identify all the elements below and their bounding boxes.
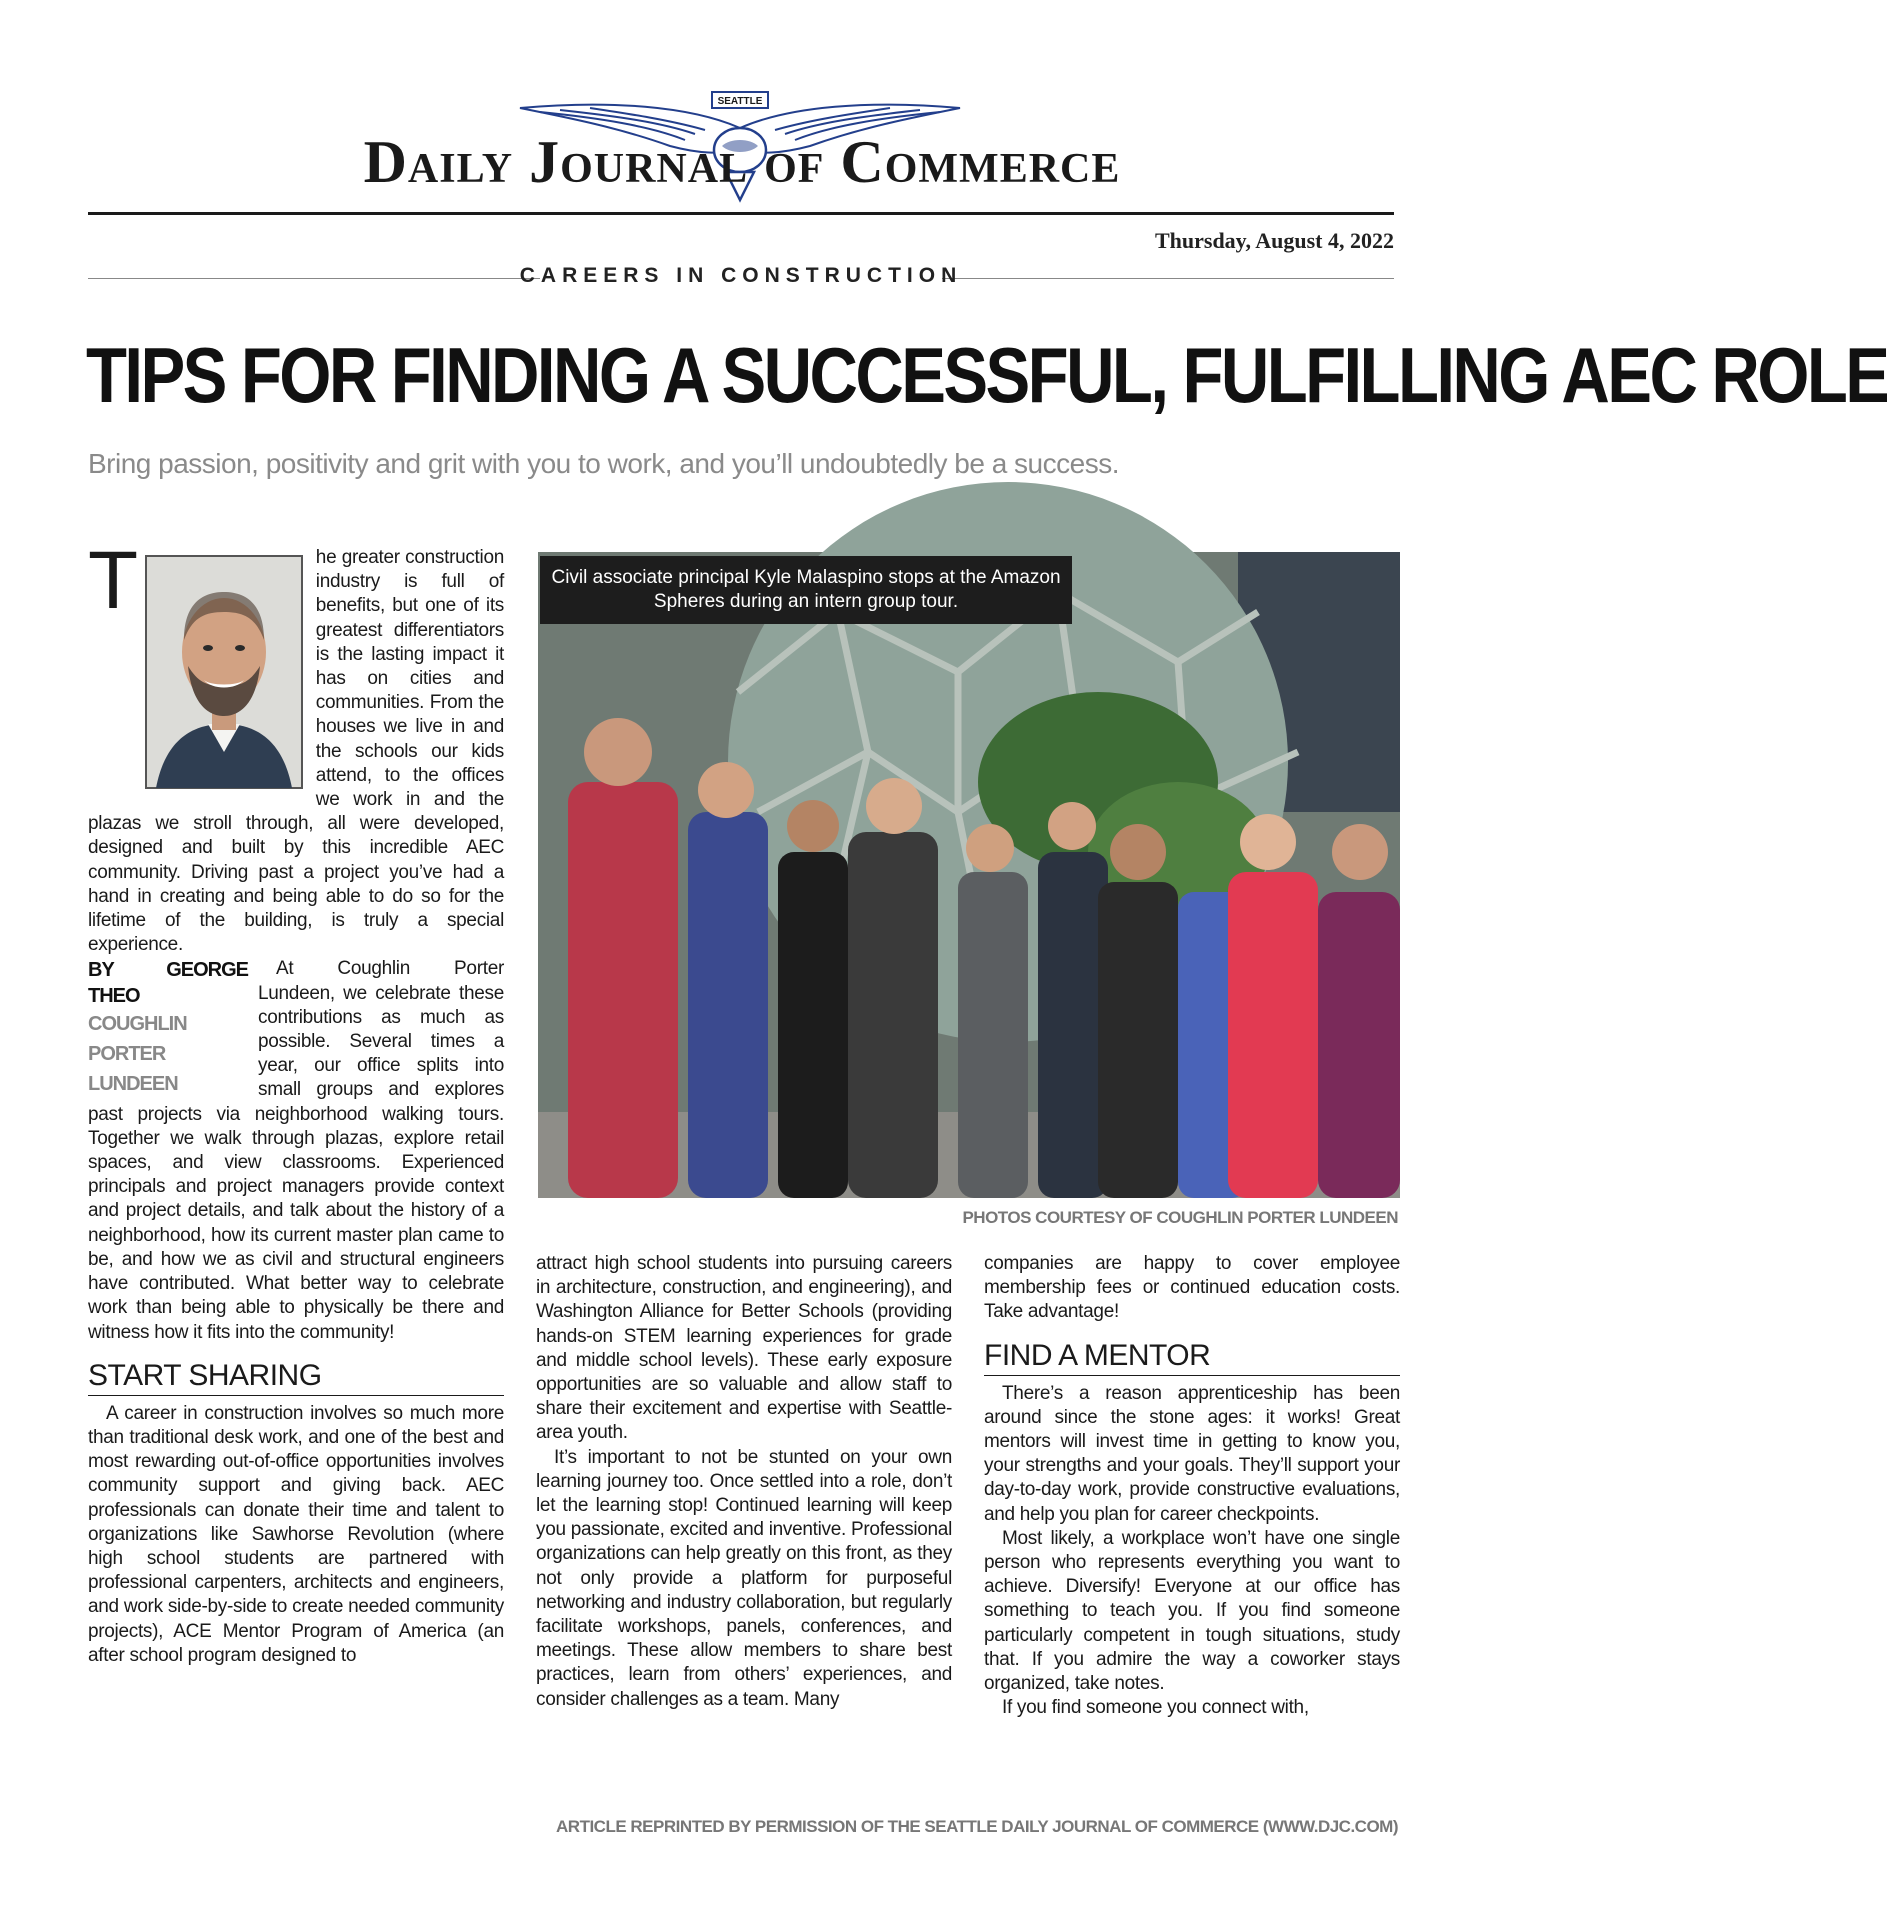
article-paragraph: At Coughlin Porter Lundeen, we celebrate these contributions as much as possible. Several times a year, our office splits into small groups and explores past projects via neighborhood walking tours. Together we walk through plazas, explore retail spaces, and view classrooms. Experienced principals and project managers provide context and project details, and talk about the history of a neighborhood, how its current master plan came to be, and how we as civil and structural engineers have contributed. What better way to celebrate work than being able to physically be there and witness how it fits into the community! <box>88 958 504 1343</box>
article-paragraph: Most likely, a workplace won’t have one single person who represents everything you want to achieve. Diversify! Everyone at our office has something to teach you. If you find someone particularly competent in tough situations, study that. If you admire the way a coworker stays organized, take notes. <box>984 1527 1400 1695</box>
section-heading-start-sharing: START SHARING <box>88 1359 504 1396</box>
section-label: CAREERS IN CONSTRUCTION <box>519 264 963 287</box>
intro-paragraph <box>88 535 504 957</box>
logo-label: SEATTLE <box>717 96 763 107</box>
masthead-rule <box>88 212 1394 215</box>
byline <box>88 957 248 1099</box>
photo-credit: PHOTOS COURTESY OF COUGHLIN PORTER LUNDEEN <box>962 1208 1398 1227</box>
article-paragraph: companies are happy to cover employee membership fees or continued education costs. Take advantage! <box>984 1253 1400 1323</box>
photo-caption: Civil associate principal Kyle Malaspino stops at the Amazon Spheres during an intern group tour. <box>540 556 1072 624</box>
headline: TIPS FOR FINDING A SUCCESSFUL, FULFILLING AEC ROLE <box>86 331 1887 419</box>
article-column-3 <box>984 1252 1400 1720</box>
article-paragraph: A career in construction involves so much more than traditional desk work, and one of the best and most rewarding out-of-office opportunities involves community support and giving back. AEC professionals can donate their time and talent to organizations like Sawhorse Revolution (where high school students are partnered with professional carpenters, architects and engineers, and work side-by-side to create needed community projects), ACE Mentor Program of America (an after school program designed to <box>88 1402 504 1666</box>
reprint-notice: ARTICLE REPRINTED BY PERMISSION OF THE SEATTLE DAILY JOURNAL OF COMMERCE (WWW.DJC.COM) <box>556 1817 1398 1836</box>
article-photo <box>538 552 1400 1198</box>
author-organization: COUGHLIN PORTER LUNDEEN <box>88 1013 187 1096</box>
masthead-title: Daily Journal of Commerce <box>363 129 1121 195</box>
section-heading-find-a-mentor: FIND A MENTOR <box>984 1339 1400 1376</box>
author-portrait <box>146 556 302 788</box>
intro-text: he greater construction industry is full of benefits, but one of its greatest differentiators is the lasting impact it has on cities and communities. From the houses we live in and the schools our kids attend, to the offices we work in and the plazas we stroll through, all were developed, designed and built by this incredible AEC community. Driving past a project you’ve had a hand in creating and being able to do so for the lifetime of the building, is truly a special experience. <box>88 547 504 956</box>
article-paragraph: If you find someone you connect with, <box>1002 1697 1309 1719</box>
article-column-2 <box>536 1252 952 1712</box>
issue-date: Thursday, August 4, 2022 <box>1154 228 1394 253</box>
subheadline: Bring passion, positivity and grit with you to work, and you’ll undoubtedly be a success. <box>88 448 1119 479</box>
article-paragraph: attract high school students into pursuing careers in architecture, construction, and engineering), and Washington Alliance for Better Schools (providing hands-on STEM learning experiences for grade and middle school levels). These early exposure opportunities are so valuable and allow staff to share their excitement and expertise with Seattle-area youth. <box>536 1253 952 1444</box>
drop-cap: T <box>88 535 138 626</box>
article-paragraph: It’s important to not be stunted on your own learning journey too. Once settled into a role, don’t let the learning stop! Continued learning will keep you passionate, excited and inventive. Professional organizations can help greatly on this front, as they not only provide a platform for purposeful networking and industry collaboration, but regularly facilitate workshops, panels, conferences, and meetings. These allow members to share best practices, learn from others’ experiences, and consider challenges as a team. Many <box>536 1446 952 1710</box>
author-name: BY GEORGE THEO <box>88 959 248 1008</box>
article-paragraph: There’s a reason apprenticeship has been around since the stone ages: it works! Great mentors will invest time in getting to know you, your strengths and your goals. They’ll support your day-to-day work, provide constructive evaluations, and help you plan for career checkpoints. <box>984 1382 1400 1525</box>
article-column-1 <box>88 535 504 1668</box>
section-banner <box>88 264 1394 294</box>
